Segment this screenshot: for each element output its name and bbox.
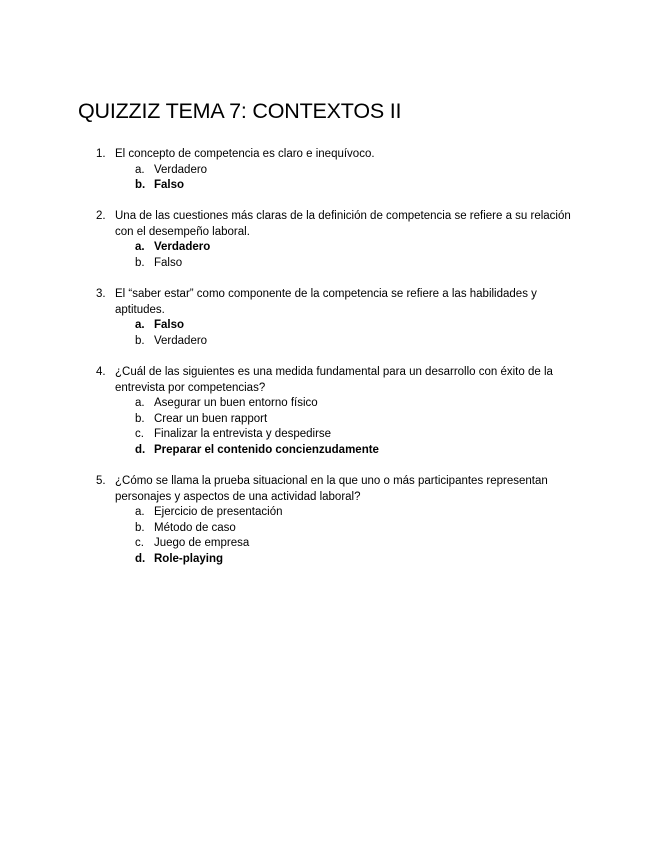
option-letter: d. <box>135 553 146 566</box>
option-letter: a. <box>135 319 145 332</box>
option-letter: a. <box>135 397 145 410</box>
option-text: Role-playing <box>154 553 224 566</box>
option-letter: c. <box>135 428 144 441</box>
option-b <box>0 334 655 350</box>
option-text: Finalizar la entrevista y despedirse <box>154 428 332 441</box>
option-text: Ejercicio de presentación <box>154 506 283 519</box>
option-b <box>0 521 655 537</box>
question-4 <box>0 365 655 459</box>
question-2 <box>0 209 655 271</box>
option-a <box>0 318 655 334</box>
question-text: Una de las cuestiones más claras de la definición de competencia se refiere a su relación con el desempeño laboral. <box>115 210 571 238</box>
option-c <box>0 536 655 552</box>
option-a <box>0 240 655 256</box>
option-text: Falso <box>154 319 185 332</box>
option-b <box>0 178 655 194</box>
question-text: ¿Cuál de las siguientes es una medida fundamental para un desarrollo con éxito de la entrevista por competencias? <box>115 366 553 394</box>
question-5 <box>0 474 655 568</box>
option-text: Verdadero <box>154 334 208 347</box>
option-letter: a. <box>135 163 145 176</box>
option-b <box>0 412 655 428</box>
option-text: Preparar el contenido concienzudamente <box>154 444 379 456</box>
option-list <box>0 240 655 271</box>
option-list <box>0 505 655 567</box>
page-title: QUIZZIZ TEMA 7: CONTEXTOS II <box>78 99 402 123</box>
option-text: Verdadero <box>154 241 211 254</box>
option-text: Falso <box>154 179 185 192</box>
question-number: 1. <box>96 148 106 160</box>
option-text: Asegurar un buen entorno físico <box>154 397 318 410</box>
question-1 <box>0 147 655 194</box>
option-letter: b. <box>135 334 145 347</box>
option-letter: c. <box>135 537 144 550</box>
option-letter: d. <box>135 444 146 456</box>
option-a <box>0 505 655 521</box>
option-letter: b. <box>135 521 145 534</box>
option-d <box>0 443 655 459</box>
option-a <box>0 396 655 412</box>
question-number: 3. <box>96 288 106 301</box>
option-list <box>0 318 655 349</box>
option-list <box>0 396 655 458</box>
option-list <box>0 163 655 194</box>
question-number: 2. <box>96 210 106 223</box>
option-text: Verdadero <box>154 163 208 176</box>
option-a <box>0 163 655 179</box>
option-letter: b. <box>135 179 146 192</box>
question-number: 4. <box>96 366 106 379</box>
option-letter: b. <box>135 257 145 270</box>
option-text: Falso <box>154 257 183 270</box>
option-text: Método de caso <box>154 521 236 534</box>
option-text: Juego de empresa <box>154 537 250 550</box>
question-text: ¿Cómo se llama la prueba situacional en la que uno o más participantes representan personajes y aspectos de una actividad laboral? <box>115 475 548 503</box>
option-c <box>0 427 655 443</box>
question-text: El concepto de competencia es claro e inequívoco. <box>115 148 375 160</box>
question-3 <box>0 287 655 349</box>
question-number: 5. <box>96 475 106 488</box>
option-letter: a. <box>135 506 145 519</box>
question-text: El “saber estar” como componente de la competencia se refiere a las habilidades y aptitudes. <box>115 288 537 316</box>
option-d <box>0 552 655 568</box>
option-letter: b. <box>135 412 145 425</box>
question-list <box>0 147 655 583</box>
option-text: Crear un buen rapport <box>154 412 268 425</box>
option-letter: a. <box>135 241 145 254</box>
option-b <box>0 256 655 272</box>
